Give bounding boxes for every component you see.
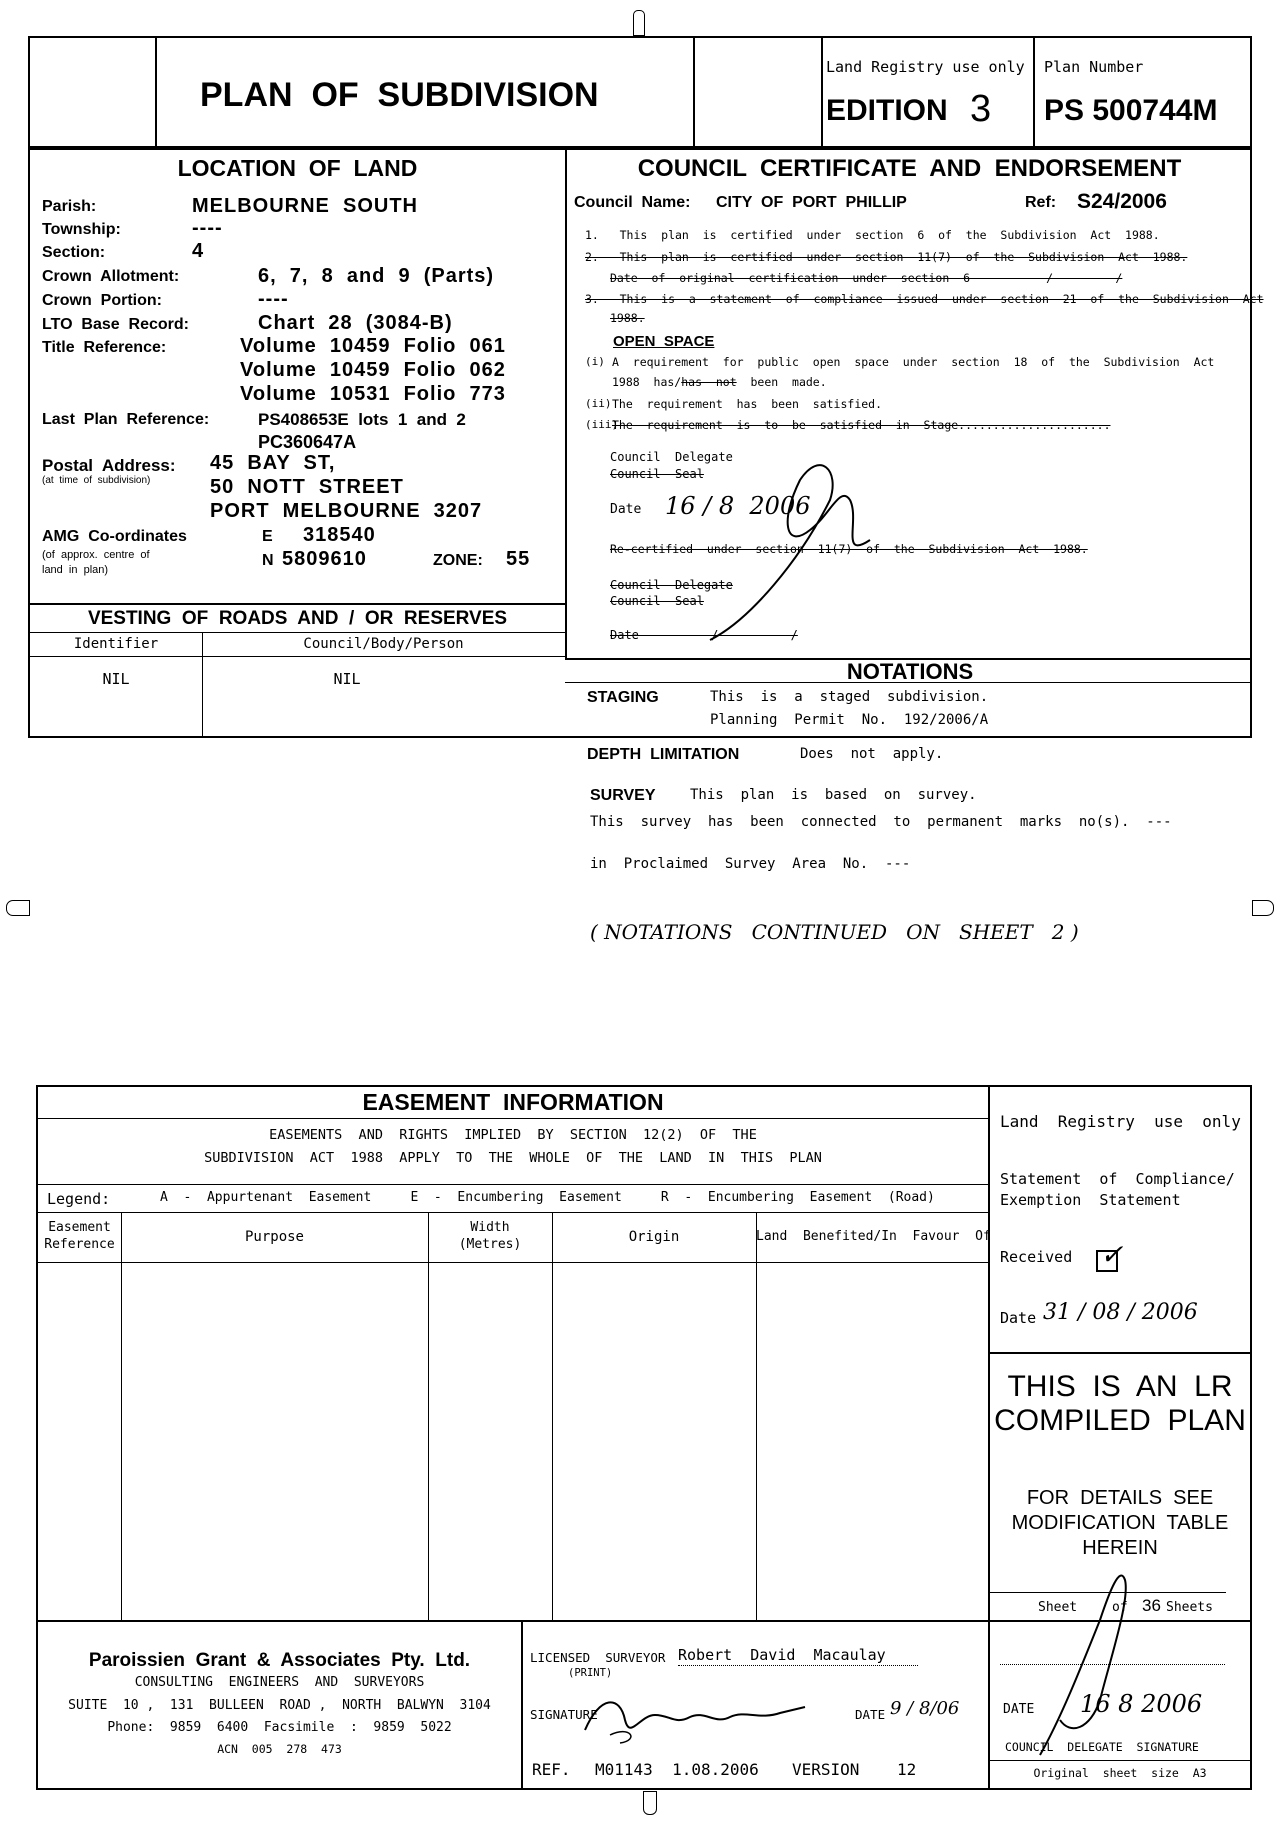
title-reference-3: Volume 10531 Folio 773 (240, 383, 506, 405)
amg-note-1: (of approx. centre of (42, 549, 150, 561)
council-date-value: 16 / 8 2006 (665, 492, 811, 520)
depth-limitation-value: Does not apply. (800, 746, 944, 762)
surveyor-signature (580, 1685, 810, 1745)
easement-col-divider (756, 1212, 757, 1620)
last-plan-label: Last Plan Reference: (42, 411, 210, 428)
vesting-council-value: NIL (333, 670, 361, 688)
col-width-1: Width (470, 1220, 510, 1235)
version-value: 12 (897, 1760, 917, 1779)
township-label: Township: (42, 221, 121, 238)
footer-divider (521, 1620, 523, 1790)
os-i-2c: been made. (736, 375, 827, 389)
cert-item-2b: Date of original certification under section 6 / / (610, 271, 1123, 285)
sheet-label: Sheet (1038, 1600, 1078, 1615)
lr-details-3: HEREIN (1082, 1537, 1158, 1559)
amg-e-label: E (262, 528, 273, 545)
page-title: PLAN OF SUBDIVISION (200, 76, 599, 114)
os-iii-text: The requirement is to be satisfied in Stage...................... (612, 418, 1111, 432)
title-reference-2: Volume 10459 Folio 062 (240, 359, 506, 381)
vesting-heading: VESTING OF ROADS AND / OR RESERVES (87, 608, 508, 629)
survey-line-2: This survey has been connected to permanent marks no(s). --- (590, 814, 1172, 830)
council-name-label: Council Name: (574, 194, 691, 211)
lto-base-value: Chart 28 (3084-B) (258, 312, 453, 334)
firm-phone: Phone: 9859 6400 Facsimile : 9859 5022 (107, 1720, 452, 1735)
sheet-of: of (1112, 1600, 1128, 1615)
legend-label: Legend: (47, 1190, 111, 1208)
surveyor-date-value: 9 / 8/06 (890, 1698, 960, 1719)
col-origin: Origin (628, 1229, 680, 1245)
amg-label: AMG Co-ordinates (42, 528, 187, 545)
registration-mark (633, 10, 645, 36)
vesting-identifier-value: NIL (102, 670, 130, 688)
cert-item-3: 3. This is a statement of compliance issued under section 21 of the Subdivision Act (585, 292, 1264, 306)
last-plan-value-1: PS408653E lots 1 and 2 (258, 410, 466, 429)
vesting-col-identifier: Identifier (73, 636, 159, 652)
amg-n-value: 5809610 (282, 548, 367, 570)
easement-rule (38, 1184, 988, 1185)
vesting-rule (30, 632, 565, 633)
council-delegate-signature (1030, 1560, 1140, 1760)
firm-name: Paroissien Grant & Associates Pty. Ltd. (88, 1650, 471, 1671)
os-i-2a: 1988 has/ (612, 375, 682, 389)
cert-item-1: 1. This plan is certified under section 6 of the Subdivision Act 1988. (585, 228, 1160, 242)
postal-address-label: Postal Address: (42, 456, 176, 475)
ref-value: M01143 1.08.2006 (595, 1760, 759, 1779)
surveyor-print-label: (PRINT) (568, 1667, 613, 1679)
os-ii-num: (ii) (585, 397, 612, 410)
easement-col-divider (121, 1212, 122, 1620)
zone-label: ZONE: (433, 552, 483, 569)
sheet-total: 36 (1142, 1596, 1161, 1615)
ref-label: REF. (532, 1760, 571, 1779)
surveyor-name: Robert David Macaulay (678, 1646, 886, 1664)
col-width-2: (Metres) (458, 1237, 522, 1252)
os-i-text-2 (612, 375, 827, 389)
header-divider (155, 36, 157, 148)
crown-allotment-label: Crown Allotment: (42, 268, 180, 285)
crown-portion-value: ---- (258, 288, 289, 310)
firm-address: SUITE 10 , 131 BULLEEN ROAD , NORTH BALWYN 3104 (68, 1698, 491, 1713)
col-easement-ref-1: Easement (48, 1220, 111, 1235)
cert-item-3b: 1988. (610, 311, 645, 325)
lr-received-label: Received (1000, 1248, 1073, 1266)
sheet-size-rule (988, 1760, 1252, 1761)
os-iii-num: (iii) (585, 418, 619, 431)
council-name-value: CITY OF PORT PHILLIP (716, 194, 907, 211)
crown-portion-label: Crown Portion: (42, 292, 162, 309)
vesting-rule (30, 656, 565, 657)
parish-value: MELBOURNE SOUTH (192, 195, 418, 217)
firm-subtitle: CONSULTING ENGINEERS AND SURVEYORS (134, 1675, 425, 1690)
plan-number-label: Plan Number (1044, 58, 1144, 76)
last-plan-value-2: PC360647A (258, 432, 357, 452)
survey-line-3: in Proclaimed Survey Area No. --- (590, 856, 911, 872)
easement-implied-2: SUBDIVISION ACT 1988 APPLY TO THE WHOLE OF THE LAND IN THIS PLAN (204, 1150, 822, 1166)
header-divider (821, 36, 823, 148)
open-space-heading: OPEN SPACE (613, 333, 715, 350)
survey-line-1: This plan is based on survey. (690, 787, 977, 803)
surveyor-name-line (678, 1665, 918, 1666)
amg-n-label: N (262, 552, 274, 569)
location-divider (565, 148, 567, 658)
lr-use-only-label: Land Registry use only (826, 58, 1025, 76)
sheets-label: Sheets (1166, 1600, 1213, 1615)
version-label: VERSION (792, 1760, 860, 1779)
edition-number: 3 (970, 88, 992, 130)
depth-limitation-label: DEPTH LIMITATION (587, 746, 740, 763)
lr-date-label: Date (1000, 1309, 1037, 1327)
council-date-label: Date (610, 502, 642, 517)
amg-e-value: 318540 (303, 524, 376, 546)
col-land-benefited: Land Benefited/In Favour Of (756, 1229, 991, 1244)
easement-col-divider (552, 1212, 553, 1620)
easement-rule (38, 1262, 988, 1263)
council-date-footer: 16 8 2006 (1080, 1690, 1203, 1718)
council-ref-value: S24/2006 (1077, 190, 1167, 213)
council-heading: COUNCIL CERTIFICATE AND ENDORSEMENT (637, 155, 1182, 182)
staging-label: STAGING (587, 689, 659, 706)
os-i-text: A requirement for public open space under section 18 of the Subdivision Act (612, 355, 1215, 369)
lr-compiled-1: THIS IS AN LR (1007, 1370, 1233, 1403)
col-purpose: Purpose (244, 1229, 304, 1245)
notations-continued: ( NOTATIONS CONTINUED ON SHEET 2 ) (590, 920, 1079, 944)
surveyor-label: LICENSED SURVEYOR (530, 1650, 666, 1665)
postal-address-2: 50 NOTT STREET (210, 476, 404, 498)
title-reference-label: Title Reference: (42, 339, 167, 356)
council-delegate-label: Council Delegate (610, 450, 733, 464)
registration-mark (1252, 900, 1274, 916)
zone-value: 55 (506, 548, 531, 570)
survey-label: SURVEY (590, 787, 656, 804)
recert-text: Re-certified under section 11(7) of the Subdivision Act 1988. (610, 542, 1088, 556)
lr-received-check: ✓ (1100, 1238, 1124, 1271)
council-delegate-signature-label: COUNCIL DELEGATE SIGNATURE (1005, 1740, 1199, 1754)
header-divider (693, 36, 695, 148)
amg-note-2: land in plan) (42, 564, 109, 576)
lr-details-1: FOR DETAILS SEE (1026, 1487, 1214, 1509)
lto-base-label: LTO Base Record: (42, 316, 189, 333)
easement-heading: EASEMENT INFORMATION (362, 1089, 664, 1115)
registration-mark (643, 1791, 657, 1815)
council-seal-label: Council Seal (610, 467, 704, 481)
council-ref-label: Ref: (1025, 194, 1057, 211)
surveyor-date-label: DATE (855, 1707, 886, 1722)
postal-address-3: PORT MELBOURNE 3207 (210, 500, 483, 522)
lr-compiled-2: COMPILED PLAN (994, 1404, 1246, 1437)
seal-2: Council Seal (610, 594, 704, 608)
council-date-label-footer: DATE (1003, 1702, 1035, 1717)
postal-address-note: (at time of subdivision) (42, 475, 151, 486)
easement-implied-1: EASEMENTS AND RIGHTS IMPLIED BY SECTION 12(2) OF THE (269, 1127, 757, 1143)
crown-allotment-value: 6, 7, 8 and 9 (Parts) (258, 265, 495, 287)
os-i-2b: has not (681, 375, 737, 389)
lr-panel-rule (988, 1352, 1252, 1354)
lr-panel-title: Land Registry use only (1000, 1112, 1241, 1131)
firm-acn: ACN 005 278 473 (217, 1742, 342, 1756)
staging-line-1: This is a staged subdivision. (710, 689, 989, 705)
cert-item-2: 2. This plan is certified under section 11(7) of the Subdivision Act 1988. (585, 250, 1188, 264)
township-value: ---- (192, 217, 223, 239)
vesting-col-council: Council/Body/Person (303, 636, 464, 652)
header-divider (1033, 36, 1035, 148)
lr-statement-1: Statement of Compliance/ (1000, 1170, 1235, 1188)
col-easement-ref-2: Reference (44, 1237, 115, 1252)
staging-line-2: Planning Permit No. 192/2006/A (710, 712, 989, 728)
section-value: 4 (192, 240, 205, 262)
notations-heading: NOTATIONS (846, 659, 974, 684)
edition-label: EDITION (826, 94, 948, 127)
date-2: Date / / (610, 628, 798, 642)
easement-rule (38, 1212, 988, 1213)
plan-number: PS 500744M (1044, 94, 1218, 127)
location-heading: LOCATION OF LAND (177, 155, 418, 181)
vesting-top-rule (30, 603, 565, 605)
registration-mark (6, 900, 30, 916)
os-ii-text: The requirement has been satisfied. (612, 397, 883, 411)
lr-details-2: MODIFICATION TABLE (1011, 1512, 1229, 1534)
easement-col-divider (428, 1212, 429, 1620)
lr-date-value: 31 / 08 / 2006 (1043, 1300, 1198, 1325)
postal-address-1: 45 BAY ST, (210, 452, 336, 474)
os-i-num: (i) (585, 355, 605, 368)
title-reference-1: Volume 10459 Folio 061 (240, 335, 506, 357)
parish-label: Parish: (42, 198, 97, 215)
lr-statement-2: Exemption Statement (1000, 1191, 1181, 1209)
easement-rule (38, 1118, 988, 1119)
delegate-2: Council Delegate (610, 578, 733, 592)
legend-text: A - Appurtenant Easement E - Encumbering Easement R - Encumbering Easement (Road) (160, 1190, 935, 1205)
council-signature (690, 440, 910, 650)
sheet-size: Original sheet size A3 (1033, 1766, 1207, 1780)
signature-label: SIGNATURE (530, 1707, 598, 1722)
section-label: Section: (42, 244, 106, 261)
